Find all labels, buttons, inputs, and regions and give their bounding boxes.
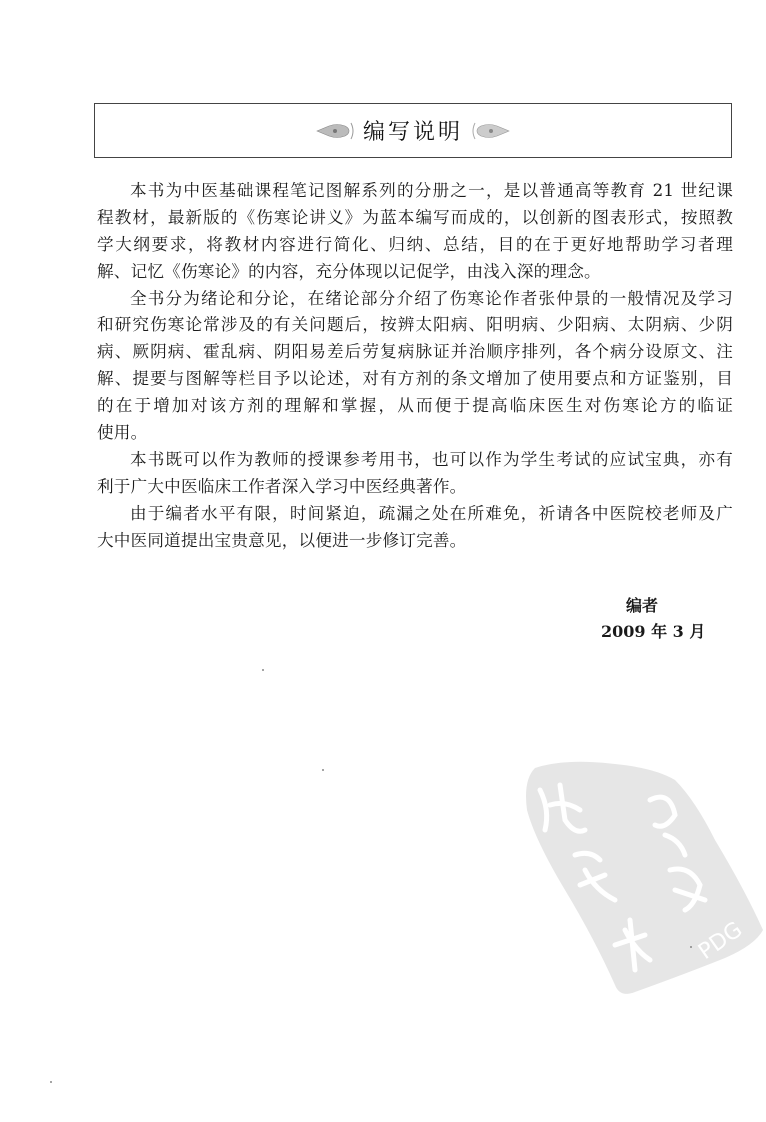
paragraph-4-line-1: 由于编者水平有限，时间紧迫，疏漏之处在所难免，祈请各中医院校老师及广 <box>130 503 733 523</box>
paragraph-2-line-1: 全书分为绪论和分论，在绪论部分介绍了伤寒论作者张仲景的一般情况及学习 <box>130 288 733 308</box>
paragraph-3-line-1: 本书既可以作为教师的授课参考用书，也可以作为学生考试的应试宝典，亦有 <box>130 449 733 469</box>
left-ornament-icon <box>315 120 357 142</box>
paragraph-1-line-3: 学大纲要求，将教材内容进行简化、归纳、总结，目的在于更好地帮助学习者理 <box>97 234 733 254</box>
paragraph-2-line-2: 和研究伤寒论常涉及的有关问题后，按辨太阳病、阳明病、少阳病、太阴病、少阴 <box>97 315 733 335</box>
paragraph-2-line-3: 病、厥阴病、霍乱病、阴阳易差后劳复病脉证并治顺序排列，各个病分设原文、注 <box>97 342 733 362</box>
seal-stamp-icon <box>505 760 765 1000</box>
page-title: 编写说明 <box>362 120 463 145</box>
paragraph-2-line-5: 的在于增加对该方剂的理解和掌握，从而便于提高临床医生对伤寒论方的临证 <box>97 396 733 416</box>
preface-body <box>97 178 737 554</box>
watermark-text: PDG <box>694 917 748 965</box>
title-box <box>94 103 732 158</box>
scan-speck <box>322 769 324 771</box>
title-group <box>315 115 511 146</box>
paragraph-2-line-6: 使用。 <box>97 423 148 443</box>
right-ornament-icon <box>469 120 511 142</box>
scan-speck <box>262 669 264 671</box>
paragraph-1-line-2: 程教材，最新版的《伤寒论讲义》为蓝本编写而成的，以创新的图表形式，按照教 <box>97 207 733 227</box>
paragraph-3-line-2: 利于广大中医临床工作者深入学习中医经典著作。 <box>97 476 467 496</box>
paragraph-1-line-1: 本书为中医基础课程笔记图解系列的分册之一，是以普通高等教育 21 世纪课 <box>130 181 733 200</box>
paragraph-1-line-4: 解、记忆《伤寒论》的内容，充分体现以记促学，由浅入深的理念。 <box>97 261 601 281</box>
paragraph-2-line-4: 解、提要与图解等栏目予以论述，对有方剂的条文增加了使用要点和方证鉴别，目 <box>97 369 733 389</box>
paragraph-4-line-2: 大中医同道提出宝贵意见，以便进一步修订完善。 <box>97 530 467 550</box>
scan-speck <box>690 946 692 948</box>
scan-speck <box>50 1081 52 1083</box>
signature-author: 编者 <box>626 596 659 615</box>
signature-date: 2009 年 3 月 <box>601 622 706 641</box>
